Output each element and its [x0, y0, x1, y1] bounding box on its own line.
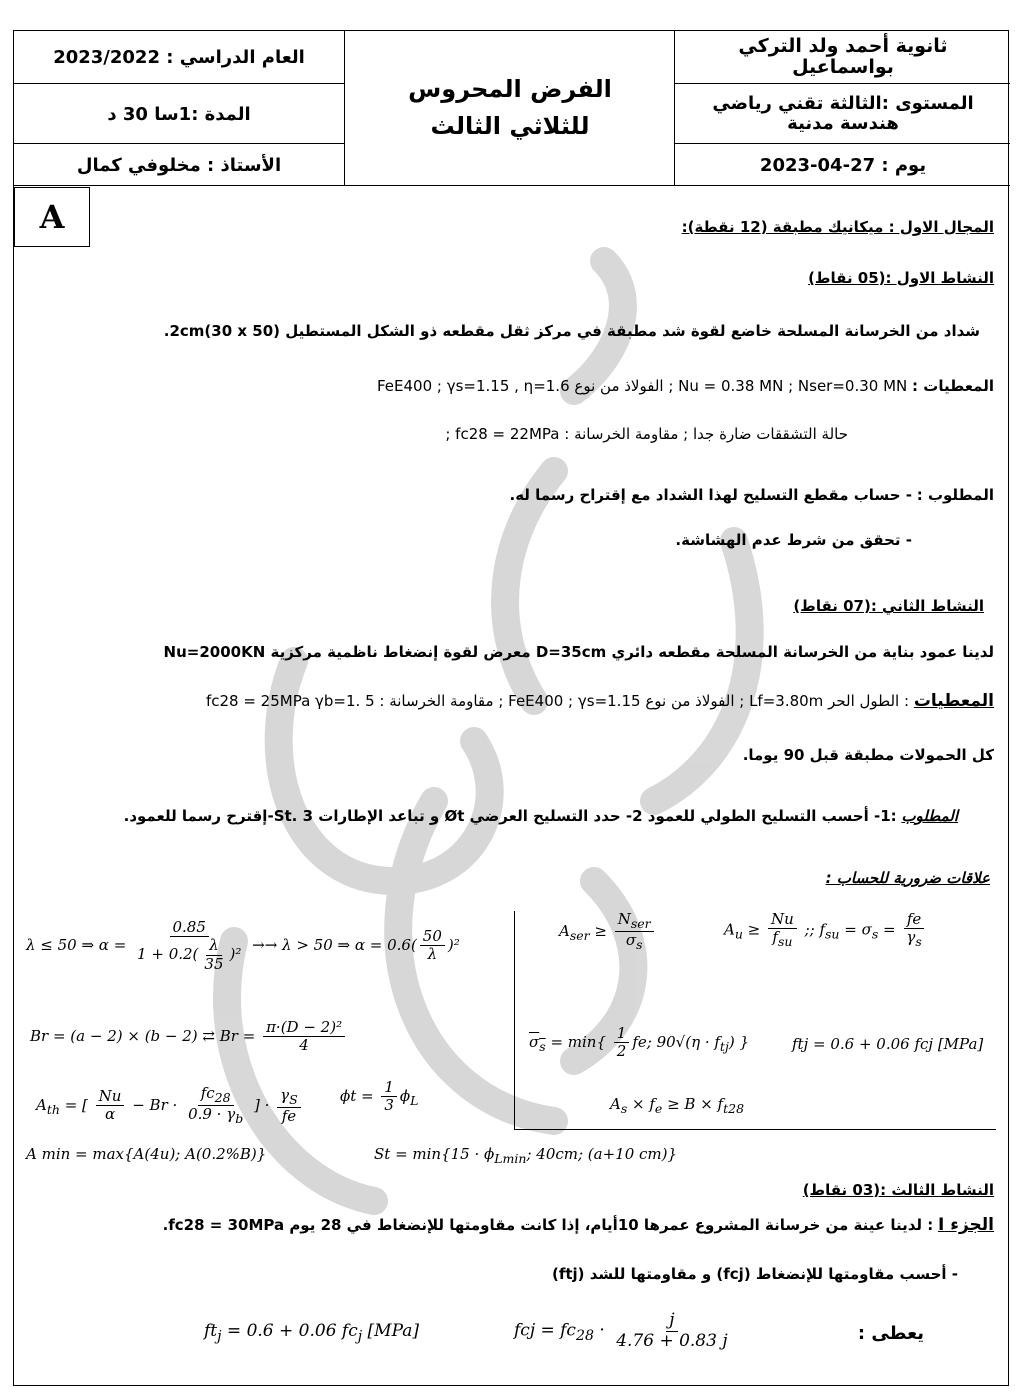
- activity1-title: النشاط الاول :(05 نقاط): [808, 269, 994, 287]
- activity3-given-label: يعطى :: [857, 1323, 924, 1344]
- formula-ath: $A_{th}$ = [ $\frac{Nu}{\alpha}$ − Br · $\frac{fc_{28}}{0.9 \cdot \gamma_b}$ ] · $\frac{\gamma_S}{fe}$: [36, 1085, 304, 1127]
- formula-ftj: ftj = 0.6 + 0.06 fcj [MPa]: [792, 1035, 984, 1053]
- activity3-title: النشاط الثالث :(03 نقاط): [802, 1181, 994, 1199]
- formula-ftj-2: $ft_j = 0.6 + 0.06$ $fc_j$ [MPa]: [204, 1321, 420, 1345]
- duration: المدة :1سا 30 د: [107, 103, 251, 125]
- activity3-part: الجزء I : لدينا عينة من خرسانة المشروع عمرها 10أيام، إذا كانت مقاومتها للإنضغاط في 28 يوم fc28 = 30MPa.: [162, 1215, 994, 1235]
- activity2-givens: المعطيات : الطول الحر Lf=3.80m ; الفولاذ من نوع FeE400 ; γs=1.15 ; مقاومة الخرسانة : fc28 = 25MPa γb=1. 5: [205, 691, 994, 711]
- activity2-title: النشاط الثاني :(07 نقاط): [793, 597, 984, 615]
- formula-fcj: fcj = $fc_{28}$ · $\frac{j}{4.76 + 0.83 j}$: [514, 1310, 728, 1351]
- exam-title: الفرض المحروس للثلاثي الثالث: [408, 74, 612, 140]
- formula-au: $A_u$ ≥ $\frac{Nu}{f_{su}}$ ;; $f_{su} = \sigma_s$ = $\frac{fe}{\gamma_s}$: [724, 911, 928, 950]
- activity1-req2: - تحقق من شرط عدم الهشاشة.: [675, 531, 912, 549]
- formula-st: $St = \min\{15 \cdot \phi_{Lmin}$; 40cm; (a+10 cm)}: [374, 1145, 678, 1166]
- formula-nonfragility: $A_s \times f_e \ge B \times f_{t28}$: [610, 1095, 745, 1116]
- formula-amin: A min = max{A(4u); A(0.2%B)}: [26, 1145, 267, 1163]
- formula-aser: $A_{ser}$ ≥ $\frac{N_{ser}}{\sigma_s}$: [559, 911, 657, 953]
- activity1-givens-2: حالة التشققات ضارة جدا ; مقاومة الخرسانة : fc28 = 22MPa ;: [445, 425, 848, 443]
- activity1-required: المطلوب : - حساب مقطع التسليح لهذا الشداد مع إقتراح رسما له.: [509, 486, 994, 504]
- activity1-statement: شداد من الخرسانة المسلحة خاضع لقوة شد مطبقة في مركز ثقل مقطعه ذو الشكل المستطيل 2cm(30 x 50).: [163, 322, 980, 340]
- formula-sigma-s: $\sigma_s = \min${ $\frac{1}{2}$ fe; $90√(\eta \cdot f_{tj})$ }: [529, 1024, 749, 1061]
- header-table: [14, 31, 1010, 186]
- formula-separator: [514, 911, 515, 1129]
- exam-date: يوم : 27-04-2023: [759, 154, 927, 176]
- subject-letter-box: A: [14, 187, 90, 247]
- level: المستوى :الثالثة تقني رياضي هندسة مدنية: [712, 93, 974, 134]
- formula-phit: ϕt = $\frac{1}{3}$ $\phi_L$: [340, 1078, 419, 1115]
- relations-title: علاقات ضرورية للحساب :: [825, 869, 990, 887]
- activity2-statement: لدينا عمود بناية من الخرسانة المسلحة مقطعه دائري D=35cm معرض لقوة إنضغاط ناظمية مركزية Nu=2000KN: [163, 643, 994, 661]
- teacher: الأستاذ : مخلوفي كمال: [76, 154, 282, 176]
- formula-br: Br = (a − 2) × (b − 2) ⇄ Br = $\frac{\text{π·(D − 2)²}}{4}$: [30, 1019, 348, 1055]
- activity2-loads: كل الحمولات مطبقة قبل 90 يوما.: [742, 746, 994, 764]
- activity2-required: المطلوب :1- أحسب التسليح الطولي للعمود 2- حدد التسليح العرضي Øt و تباعد الإطارات St. 3-إقترح رسما للعمود.: [123, 807, 958, 825]
- field1-title: المجال الاول : ميكانيك مطبقة (12 نقطة):: [681, 218, 994, 236]
- school-year: العام الدراسي : 2023/2022: [53, 46, 305, 68]
- formula-lambda: λ ≤ 50 ⇒ α = 0.85 1 + 0.2( $\frac{\lambda}{35}$ )² →→ λ > 50 ⇒ α = 0.6( $\frac{50}{\lambda}$ )²: [26, 918, 460, 973]
- school-name: ثانوية أحمد ولد التركي بواسماعيل: [738, 35, 948, 78]
- activity3-question: - أحسب مقاومتها للإنضغاط (fcj) و مقاومتها للشد (ftj): [551, 1265, 958, 1283]
- activity1-givens: المعطيات : Nu = 0.38 MN ; Nser=0.30 MN ; الفولاذ من نوع FeE400 ; γs=1.15 , η=1.6: [376, 377, 994, 395]
- exam-page: [13, 30, 1009, 1386]
